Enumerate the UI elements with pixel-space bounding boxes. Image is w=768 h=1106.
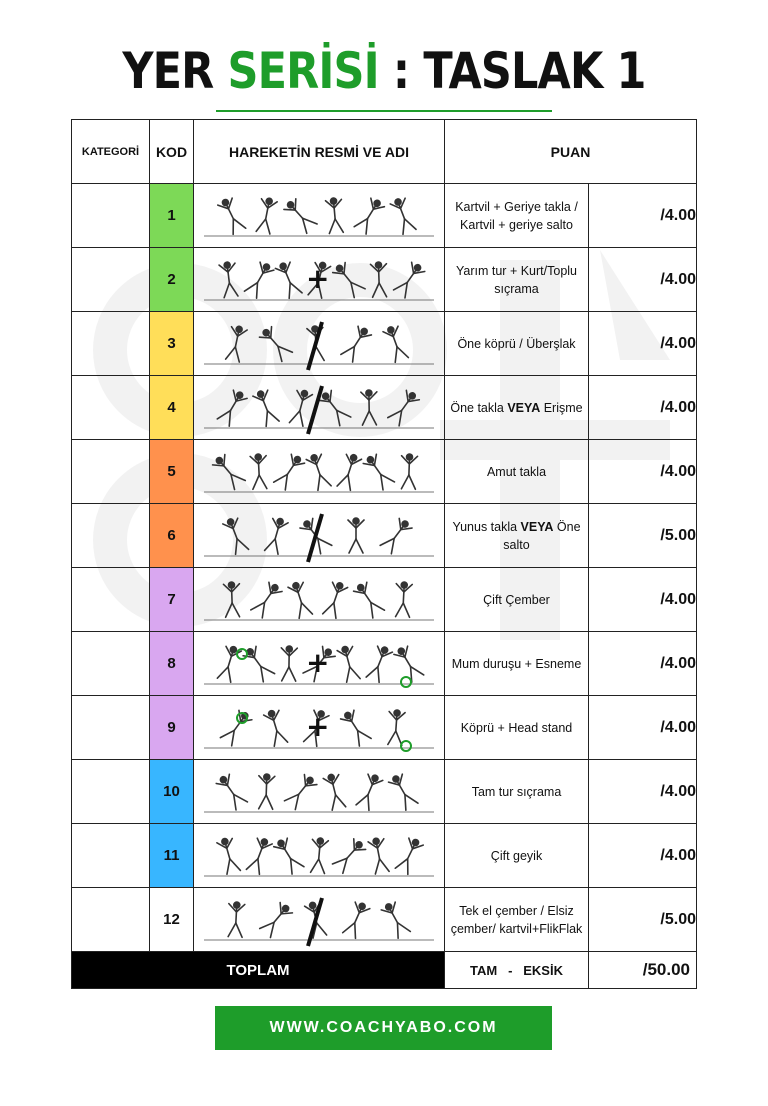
tam-label: TAM (470, 962, 498, 978)
move-illustration (194, 312, 445, 376)
puan-cell: /4.00 (589, 824, 697, 888)
move-name (445, 440, 589, 504)
move-name-text: Tam tur sıçrama (471, 784, 562, 799)
kod-cell: 9 (150, 696, 194, 760)
move-name (445, 888, 589, 952)
movement-table (71, 119, 697, 989)
table-row (72, 888, 697, 952)
kategori-cell (72, 824, 150, 888)
table-row (72, 248, 697, 312)
eksik-label: EKSİK (523, 962, 563, 978)
table-row (72, 696, 697, 760)
table-row (72, 312, 697, 376)
puan-cell: /4.00 (589, 312, 697, 376)
kod-cell: 4 (150, 376, 194, 440)
tam-eksik-dash: - (508, 962, 513, 978)
kod-cell: 7 (150, 568, 194, 632)
kod-cell: 8 (150, 632, 194, 696)
move-illustration (194, 760, 445, 824)
table-header-row (72, 120, 697, 184)
move-name (445, 632, 589, 696)
move-name (445, 824, 589, 888)
kategori-cell (72, 632, 150, 696)
header-kod: KOD (150, 120, 194, 184)
puan-cell: /4.00 (589, 248, 697, 312)
move-illustration (194, 568, 445, 632)
puan-cell: /4.00 (589, 696, 697, 760)
move-name (445, 376, 589, 440)
total-label: TOPLAM (72, 952, 445, 989)
svg-text:+: + (306, 262, 330, 295)
table-row (72, 760, 697, 824)
kategori-cell (72, 568, 150, 632)
move-name (445, 248, 589, 312)
move-name (445, 696, 589, 760)
kod-cell: 10 (150, 760, 194, 824)
move-illustration (194, 376, 445, 440)
move-name-text: Kartvil + Geriye takla / Kartvil + geriye salto (455, 199, 578, 232)
move-name-text: Tek el çember / Elsiz çember/ kartvil+FlikFlak (450, 903, 583, 936)
move-name-text: Yunus takla (452, 519, 521, 534)
move-name-text: Öne salto (503, 519, 581, 552)
puan-cell: /4.00 (589, 632, 697, 696)
move-name-text: Erişme (540, 400, 583, 415)
table-row (72, 184, 697, 248)
move-name-bold: VEYA (507, 400, 541, 415)
move-illustration (194, 888, 445, 952)
kategori-cell (72, 504, 150, 568)
move-name (445, 760, 589, 824)
move-name-text: Amut takla (486, 464, 547, 479)
kategori-cell (72, 312, 150, 376)
move-name-text: Öne köprü / Überşlak (457, 336, 576, 351)
move-illustration (194, 504, 445, 568)
move-name-text: Köprü + Head stand (460, 720, 573, 735)
table-row (72, 632, 697, 696)
table-row (72, 568, 697, 632)
kategori-cell (72, 184, 150, 248)
website-link[interactable]: WWW.COACHYABO.COM (215, 1006, 552, 1050)
kod-cell: 1 (150, 184, 194, 248)
move-name (445, 184, 589, 248)
move-name-bold: VEYA (520, 519, 554, 534)
puan-cell: /4.00 (589, 184, 697, 248)
puan-cell: /5.00 (589, 504, 697, 568)
total-row (72, 952, 697, 989)
table-row (72, 440, 697, 504)
table-row (72, 376, 697, 440)
kod-cell: 3 (150, 312, 194, 376)
move-name-text: Çift Çember (483, 592, 550, 607)
kod-cell: 6 (150, 504, 194, 568)
kod-cell: 11 (150, 824, 194, 888)
move-name (445, 568, 589, 632)
title-part-yer: YER (122, 42, 228, 100)
header-puan: PUAN (445, 120, 697, 184)
kategori-cell (72, 888, 150, 952)
kod-cell: 12 (150, 888, 194, 952)
puan-cell: /4.00 (589, 376, 697, 440)
move-illustration (194, 696, 445, 760)
table-row (72, 824, 697, 888)
puan-cell: /4.00 (589, 568, 697, 632)
svg-text:+: + (306, 646, 330, 679)
move-illustration (194, 824, 445, 888)
title-underline (216, 110, 552, 112)
title-part-serisi: SERİSİ (227, 42, 379, 100)
puan-cell: /5.00 (589, 888, 697, 952)
kategori-cell (72, 760, 150, 824)
kategori-cell (72, 376, 150, 440)
move-illustration (194, 632, 445, 696)
kategori-cell (72, 696, 150, 760)
kod-cell: 5 (150, 440, 194, 504)
kategori-cell (72, 248, 150, 312)
kod-cell: 2 (150, 248, 194, 312)
move-illustration (194, 248, 445, 312)
move-name-text: Mum duruşu + Esneme (451, 656, 582, 671)
title-part-taslak: : TASLAK 1 (378, 42, 646, 100)
header-hareket: HAREKETİN RESMİ VE ADI (194, 120, 445, 184)
move-name-text: Çift geyik (490, 848, 543, 863)
puan-cell: /4.00 (589, 440, 697, 504)
puan-cell: /4.00 (589, 760, 697, 824)
move-illustration (194, 440, 445, 504)
move-name-text: Yarım tur + Kurt/Toplu sıçrama (456, 263, 577, 296)
total-puan: /50.00 (589, 952, 697, 989)
move-illustration (194, 184, 445, 248)
page-title (54, 40, 714, 102)
kategori-cell (72, 440, 150, 504)
table-row (72, 504, 697, 568)
tam-eksik-cell (445, 952, 589, 989)
move-name (445, 504, 589, 568)
header-kategori: KATEGORİ (72, 120, 150, 184)
svg-text:+: + (306, 710, 330, 743)
move-name-text: Öne takla (450, 400, 508, 415)
move-name (445, 312, 589, 376)
